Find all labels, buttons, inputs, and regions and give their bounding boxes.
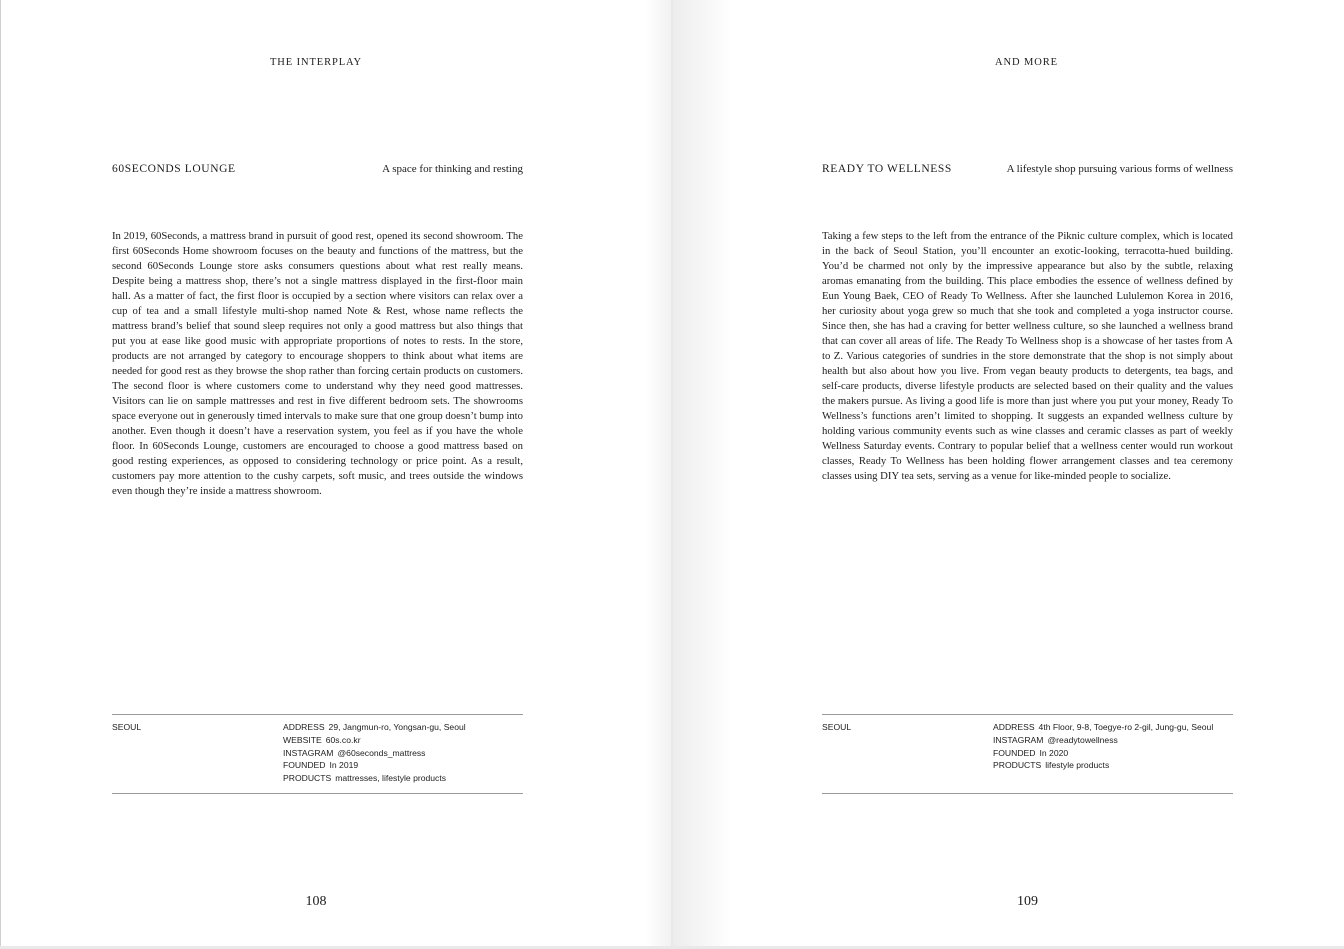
left-page [0,0,671,946]
info-key: WEBSITE [283,734,322,745]
info-city: SEOUL [822,722,852,732]
info-key: PRODUCTS [993,760,1042,771]
page-number: 108 [305,894,327,909]
info-value: lifestyle products [1045,760,1110,771]
article-body: Taking a few steps to the left from the entrance of the Piknic culture complex, which is located in the back of Seoul Station, you’ll encounter an exotic-looking, terracotta-hued building. You’d be charmed not only by the impressive appearance but also by the subtle, relaxing aromas emanating from the building. This place embodies the essence of wellness defined by Eun Young Baek, CEO of Ready To Wellness. After she launched Lululemon Korea in 2016, her curiosity about yoga grew so much that she took and completed a yoga instructor course. Since then, she has had a craving for better wellness culture, so she launched a wellness brand that can cover all areas of life. The Ready To Wellness shop is a showcase of her tastes from A to Z. Various categories of sundries in the store demonstrate that the shop is not simply about health but also about how you live. From vegan beauty products to detergents, tea bags, and self-care products, diverse lifestyle products are selected based on their quality and the values the makers pursue. As living a good life is more than just where you put your money, Ready To Wellness’s functions aren’t limited to shopping. It suggests an expanded wellness culture by holding various community events such as wine classes and ceramic classes as part of weekly Wellness Saturday events. Contrary to popular belief that a wellness center would run workout classes, Ready To Wellness has been holding flower arrangement classes and tea ceremony classes using DIY tea sets, serving as a venue for like-minded people to socialize. [822,230,1233,482]
info-box [112,714,523,794]
info-value: In 2019 [329,760,359,771]
section-title: READY TO WELLNESS [822,163,952,175]
gutter-shadow [645,0,671,946]
info-value: @60seconds_mattress [337,747,426,758]
info-item-founded [283,759,466,772]
right-page [673,0,1344,946]
section-subtitle: A lifestyle shop pursuing various forms of wellness [1006,163,1233,175]
info-item-instagram [283,747,466,760]
info-item-founded [993,747,1213,760]
running-head: AND MORE [995,57,1058,68]
info-city: SEOUL [112,722,142,732]
info-box [822,714,1233,794]
info-item-products [283,772,466,785]
info-key: ADDRESS [283,722,325,732]
page-number: 109 [1017,894,1038,909]
info-key: INSTAGRAM [993,734,1044,745]
article-body: In 2019, 60Seconds, a mattress brand in pursuit of good rest, opened its second showroom. The first 60Seconds Home showroom focuses on the beauty and functions of the mattress, but the second 60Seconds Lounge store asks consumers questions about what rest really means. Despite being a mattress shop, there’s not a single mattress displayed in the first-floor main hall. As a matter of fact, the first floor is occupied by a section where visitors can relax over a cup of tea and a small lifestyle multi-shop named Note & Rest, whose name reflects the mattress brand’s belief that sound sleep requires not only a good mattress but also things that put you at ease like good music with appropriate proportions of notes to rests. In the store, products are not arranged by category to encourage shoppers to think about what items are needed for good rest as they browse the shop rather than forcing certain products on customers. The second floor is where customers come to understand why they need good mattresses. Visitors can lie on sample mattresses and rest in five different bedroom sets. The showrooms space everyone out in generously timed intervals to make sure that one group doesn’t bump into another. Even though it doesn’t have a reservation system, you feel as if you have the whole floor. In 60Seconds Lounge, customers are encouraged to choose a good mattress based on good resting experiences, as opposed to considering technology or price point. As a result, customers pay more attention to the cushy carpets, soft music, and trees outside the windows even though they’re inside a mattress showroom. [112,230,523,497]
info-value: 60s.co.kr [325,734,361,745]
section-subtitle: A space for thinking and resting [382,163,523,175]
info-list [993,721,1213,772]
info-list [283,721,466,785]
info-value: 4th Floor, 9-8, Toegye-ro 2-gil, Jung-gu, Seoul [1038,722,1214,732]
section-header [822,163,1233,179]
info-key: INSTAGRAM [283,747,334,758]
info-item-products [993,759,1213,772]
info-key: ADDRESS [993,722,1035,732]
info-key: FOUNDED [283,760,326,771]
running-head: THE INTERPLAY [269,57,363,68]
info-value: 29, Jangmun-ro, Yongsan-gu, Seoul [328,722,466,732]
info-item-instagram [993,734,1213,747]
section-title: 60SECONDS LOUNGE [112,163,236,175]
info-value: In 2020 [1039,747,1069,758]
info-value: @readytowellness [1047,734,1118,745]
info-value: mattresses, lifestyle products [335,773,447,784]
gutter-shadow [673,0,733,946]
info-item-address [283,721,466,734]
info-key: FOUNDED [993,747,1036,758]
info-item-address [993,721,1213,734]
info-key: PRODUCTS [283,773,332,784]
info-item-website [283,734,466,747]
section-header [112,163,523,179]
